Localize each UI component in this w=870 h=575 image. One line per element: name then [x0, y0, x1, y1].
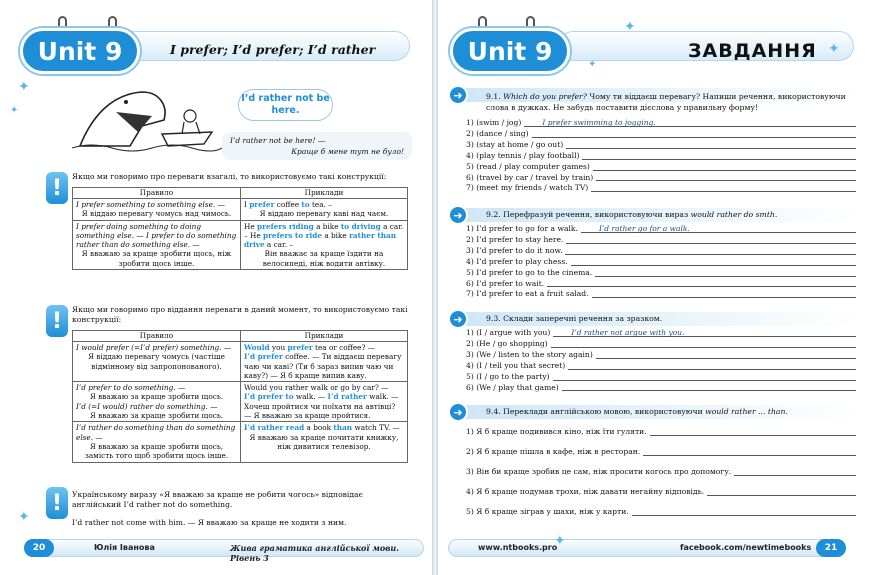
answer-field[interactable]: [565, 247, 856, 255]
item-prompt: 5) Я б краще зіграв у шахи, ніж у карти.: [466, 507, 629, 517]
exercise-instruction: [486, 210, 851, 221]
list-item: [466, 129, 856, 140]
note-example: I’d rather not come with him. — Я вважаю за краще не ходити з ним.: [72, 518, 347, 527]
footer-bar: [24, 539, 424, 563]
list-item: [466, 289, 856, 300]
footer-facebook[interactable]: facebook.com/newtimebooks: [680, 543, 812, 552]
intro-paragraph-2: Якщо ми говоримо про віддання переваги в даний момент, то використовуємо такі конструкції:: [72, 305, 408, 324]
unit-badge: Unit 9: [20, 28, 140, 74]
exclamation-icon: !: [46, 305, 68, 337]
star-icon: ✦: [554, 533, 566, 549]
star-icon: ✦: [10, 105, 19, 116]
list-item: [466, 498, 856, 518]
column-header: Правило: [73, 188, 241, 199]
arrow-icon: ➜: [448, 85, 468, 105]
exercise-instruction: [486, 407, 851, 418]
item-prompt: 6) I’d prefer to wait.: [466, 278, 545, 288]
answer-field[interactable]: I’d rather go for a walk.: [581, 225, 856, 233]
answer-field[interactable]: [547, 279, 856, 287]
speech-bubble: I’d rather not be here.: [238, 89, 333, 121]
answer-field[interactable]: [650, 428, 856, 436]
column-header: Приклади: [241, 331, 408, 342]
answer-field[interactable]: [532, 130, 856, 138]
list-item: [466, 361, 856, 372]
list-item: [466, 257, 856, 268]
star-icon: ✦: [588, 59, 597, 70]
list-item: [466, 383, 856, 394]
list-item: [466, 151, 856, 162]
answer-field[interactable]: [553, 373, 856, 381]
answer-field[interactable]: [568, 362, 856, 370]
item-prompt: 3) Він би краще зробив це сам, ніж просити когось про допомогу.: [466, 467, 732, 477]
star-icon: ✦: [828, 41, 840, 57]
table-row: I prefer something to something else. — Я віддаю перевагу чомусь над чимось. I prefer coffee to tea. – Я віддаю перевагу каві над чаєм.: [73, 199, 408, 221]
item-prompt: 1) (swim / jog): [466, 118, 522, 127]
exercise-number: 9.1.: [486, 92, 501, 101]
caption-ua: Краще б мене тут не було!: [291, 147, 404, 156]
answer-field[interactable]: [582, 152, 856, 160]
item-prompt: 1) Я б краще подивився кіно, ніж їти гуляти.: [466, 427, 647, 437]
answer-field[interactable]: [632, 508, 856, 516]
list-item: [466, 458, 856, 478]
answer-field[interactable]: [566, 236, 856, 244]
star-icon: ✦: [18, 79, 30, 95]
table-row: I’d rather do something than do something else. — Я вважаю за краще зробити щось, замість того щоб зробити щось інше. I’d rather read a book than watch TV. — Я вважаю за краще почитати книжку, ніж дивитися телевізор.: [73, 422, 408, 462]
arrow-icon: ➜: [448, 205, 468, 225]
exercise-number: 9.4.: [486, 407, 501, 416]
answer-field[interactable]: [571, 258, 856, 266]
footer-website[interactable]: www.ntbooks.pro: [478, 543, 558, 552]
item-prompt: 5) (I / go to the party): [466, 371, 550, 381]
list-item: [466, 328, 856, 339]
list-item: [466, 183, 856, 194]
left-page: [0, 0, 432, 575]
item-prompt: 5) I’d prefer to go to the cinema.: [466, 267, 593, 277]
item-prompt: 7) I’d prefer to eat a fruit salad.: [466, 289, 589, 299]
note-paragraph: Українському виразу «Я вважаю за краще не робити чогось» відповідає англійський I’d rather not do something.: [72, 490, 363, 509]
item-prompt: 2) Я б краще пішла в кафе, ніж в ресторан.: [466, 447, 641, 457]
right-page: [438, 0, 870, 575]
list-item: [466, 339, 856, 350]
item-prompt: 3) I’d prefer to do it now.: [466, 245, 563, 255]
answer-field[interactable]: [551, 340, 856, 348]
exclamation-icon: !: [46, 487, 68, 519]
caption-en: I’d rather not be here! —: [230, 136, 326, 145]
item-prompt: 4) I’d prefer to play chess.: [466, 256, 568, 266]
arrow-icon: ➜: [448, 402, 468, 422]
item-prompt: 4) (I / tell you that secret): [466, 360, 566, 370]
list-item: [466, 173, 856, 184]
answer-field[interactable]: [643, 448, 856, 456]
footer-book-title: Жива граматика англійської мови. Рівень 3: [230, 543, 400, 563]
answer-field[interactable]: [566, 141, 856, 149]
exercise-number: 9.3.: [486, 314, 501, 323]
list-item: [466, 224, 856, 235]
item-prompt: 5) (read / play computer games): [466, 161, 590, 171]
instruction-en: Which do you prefer?: [503, 92, 587, 101]
column-header: Приклади: [241, 188, 408, 199]
instruction-em: would rather do smth.: [690, 210, 778, 219]
page-title: ЗАВДАННЯ: [688, 40, 817, 62]
item-prompt: 6) (travel by car / travel by train): [466, 172, 594, 182]
item-prompt: 1) (I / argue with you): [466, 328, 551, 337]
exercise-items: [466, 224, 856, 300]
list-item: [466, 268, 856, 279]
exercise-items: [466, 328, 856, 393]
answer-field[interactable]: [591, 184, 856, 192]
instruction-text: Чому ти віддаєш перевагу? Напиши речення, використовуючи слова в дужках. Не забудь поставити дієслова у правильну форму!: [486, 92, 846, 112]
item-prompt: 7) (meet my friends / watch TV): [466, 183, 589, 193]
column-header: Правило: [73, 331, 241, 342]
item-prompt: 6) (We / play that game): [466, 382, 559, 392]
instruction-text: Склади заперечні речення за зразком.: [503, 314, 663, 323]
page-title: I prefer; I’d prefer; I’d rather: [170, 42, 376, 57]
illustration-caption: [222, 132, 412, 160]
star-icon: ✦: [18, 509, 30, 525]
item-prompt: 2) I’d prefer to stay here.: [466, 234, 564, 244]
list-item: [466, 438, 856, 458]
answer-field[interactable]: [596, 351, 856, 359]
footer-author: Юлія Іванова: [94, 543, 155, 552]
star-icon: ✦: [624, 19, 636, 35]
instruction-text: Переклади англійською мовою, використовуючи: [503, 407, 706, 416]
cartoon-shark-illustration: [72, 86, 222, 154]
answer-field[interactable]: [734, 468, 856, 476]
table-row: I prefer doing something to doing something else. — I prefer to do something rather than do something else. — Я вважаю за краще зробити щось, ніж зробити щось інше. He prefers riding a bike to driving a car. – He prefers to ride a bike rather than drive a car. – Він вважає за краще їздити на велосипеді, ніж водити автівку.: [73, 220, 408, 269]
table-row: I’d prefer to do something. — Я вважаю за краще зробити щось. I’d (=I would) rather do something. — Я вважаю за краще зробити щось. Would you rather walk or go by car? — I’d prefer to walk. — I’d rather walk. — Хочеш пройтися чи поїхати на автівці? — Я вважаю за краще пройтися.: [73, 382, 408, 422]
intro-paragraph-1: Якщо ми говоримо про переваги взагалі, то використовуємо такі конструкції:: [72, 172, 387, 181]
table-row: I would prefer (=I’d prefer) something. — Я віддаю перевагу чомусь (частіше відмінному від запропонованого). Would you prefer tea or coffee? — I’d prefer coffee. — Ти віддаєш перевагу чаю чи каві? (Ти б зараз випив чаю чи каву?) — Я б краще випив каву.: [73, 342, 408, 382]
answer-field[interactable]: [707, 488, 856, 496]
page-number: 21: [816, 539, 846, 557]
answer-field[interactable]: I’d rather not argue with you.: [553, 329, 856, 337]
answer-field[interactable]: [562, 383, 856, 391]
exercise-items: [466, 118, 856, 194]
exercise-number: 9.2.: [486, 210, 501, 219]
unit-badge: Unit 9: [450, 28, 570, 74]
exercise-instruction: [486, 314, 851, 325]
list-item: [466, 418, 856, 438]
footer-bar: [448, 539, 846, 557]
answer-field[interactable]: [595, 269, 856, 277]
exercise-instruction: [486, 92, 851, 113]
answer-field[interactable]: [592, 290, 856, 298]
list-item: [466, 350, 856, 361]
list-item: [466, 235, 856, 246]
arrow-icon: ➜: [448, 309, 468, 329]
item-prompt: 4) (play tennis / play football): [466, 150, 580, 160]
list-item: [466, 279, 856, 290]
instruction-em: would rather ... than.: [705, 407, 788, 416]
answer-field[interactable]: [596, 173, 856, 181]
exercise-items: [466, 418, 856, 518]
list-item: [466, 372, 856, 383]
rules-table-moment: [72, 330, 408, 463]
item-prompt: 1) I’d prefer to go for a walk.: [466, 224, 578, 233]
item-prompt: 2) (dance / sing): [466, 128, 529, 138]
answer-field[interactable]: [593, 163, 856, 171]
list-item: [466, 140, 856, 151]
exclamation-icon: !: [46, 172, 68, 204]
item-prompt: 4) Я б краще подумав трохи, ніж давати негайну відповідь.: [466, 487, 705, 497]
page-number: 20: [24, 539, 54, 557]
item-prompt: 2) (He / go shopping): [466, 338, 548, 348]
list-item: [466, 118, 856, 129]
instruction-text: Перефразуй речення, використовуючи вираз: [503, 210, 691, 219]
item-prompt: 3) (We / listen to the story again): [466, 349, 593, 359]
answer-field[interactable]: I prefer swimming to jogging.: [524, 119, 856, 127]
rules-table-general: [72, 187, 408, 270]
list-item: [466, 246, 856, 257]
list-item: [466, 162, 856, 173]
list-item: [466, 478, 856, 498]
item-prompt: 3) (stay at home / go out): [466, 139, 564, 149]
